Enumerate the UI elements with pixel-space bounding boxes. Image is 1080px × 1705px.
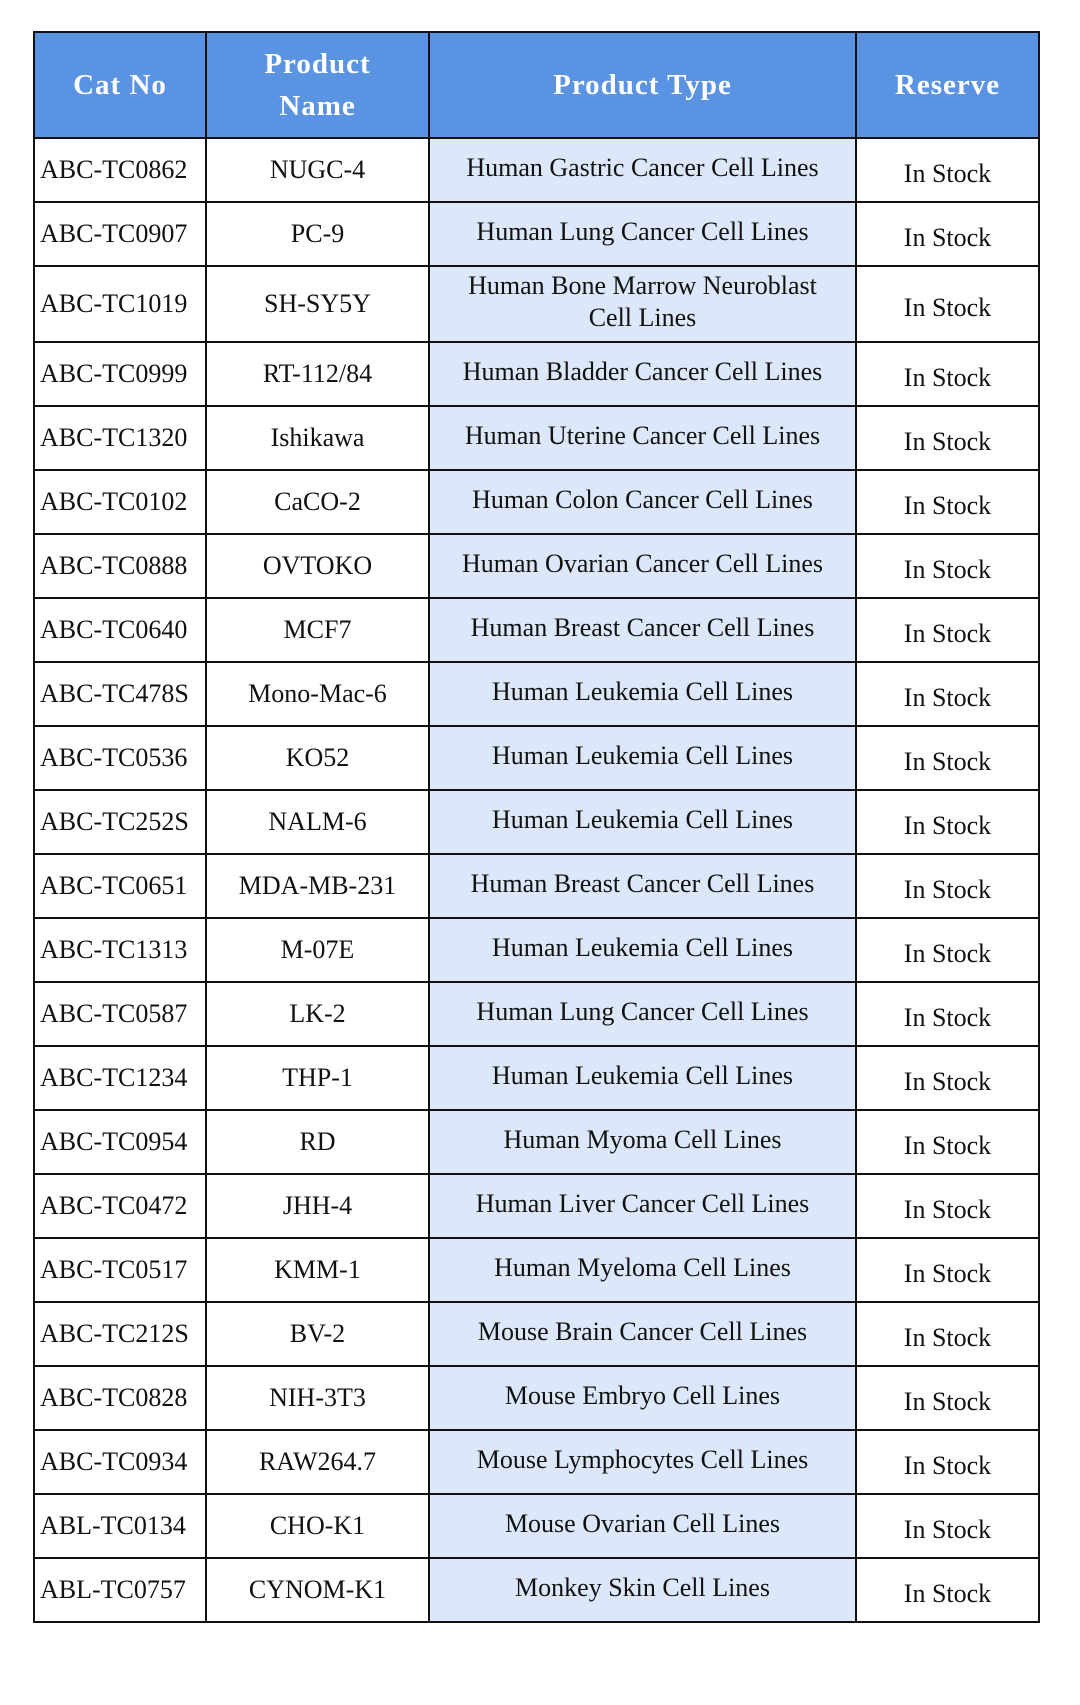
cat-no-cell: ABC-TC0862 — [34, 138, 206, 202]
product-table-container — [33, 31, 1040, 1623]
reserve-status: In Stock — [903, 490, 992, 520]
product-type-cell — [429, 1430, 856, 1494]
product-type-label: Human Breast Cancer Cell Lines — [470, 612, 815, 642]
reserve-cell — [856, 534, 1039, 598]
reserve-status: In Stock — [903, 938, 992, 968]
table-row — [34, 1366, 1039, 1430]
product-name-cell: CYNOM-K1 — [206, 1558, 429, 1622]
product-table — [33, 31, 1040, 1623]
product-type-label: Human Colon Cancer Cell Lines — [472, 484, 813, 514]
product-type-cell — [429, 854, 856, 918]
reserve-cell — [856, 342, 1039, 406]
product-name-cell: OVTOKO — [206, 534, 429, 598]
cat-no-cell: ABC-TC212S — [34, 1302, 206, 1366]
product-type-label: Human Leukemia Cell Lines — [491, 1060, 794, 1090]
product-type-cell — [429, 598, 856, 662]
product-name-cell: SH-SY5Y — [206, 266, 429, 342]
product-name-cell: NIH-3T3 — [206, 1366, 429, 1430]
cat-no-cell: ABC-TC0587 — [34, 982, 206, 1046]
product-type-label: Human Breast Cancer Cell Lines — [470, 868, 815, 898]
reserve-cell — [856, 138, 1039, 202]
reserve-cell — [856, 1110, 1039, 1174]
product-type-cell — [429, 470, 856, 534]
product-type-label: Human Bladder Cancer Cell Lines — [462, 356, 823, 386]
reserve-cell — [856, 982, 1039, 1046]
reserve-status: In Stock — [903, 426, 992, 456]
header-product-name — [206, 32, 429, 138]
table-row — [34, 1174, 1039, 1238]
product-name-cell: KO52 — [206, 726, 429, 790]
product-name-cell: Ishikawa — [206, 406, 429, 470]
reserve-cell — [856, 1366, 1039, 1430]
product-name-cell: NALM-6 — [206, 790, 429, 854]
product-name-cell: CHO-K1 — [206, 1494, 429, 1558]
product-name-cell: MCF7 — [206, 598, 429, 662]
table-row — [34, 1302, 1039, 1366]
product-name-cell: RD — [206, 1110, 429, 1174]
table-header — [34, 32, 1039, 138]
product-name-cell: MDA-MB-231 — [206, 854, 429, 918]
table-row — [34, 202, 1039, 266]
header-reserve: Reserve — [856, 32, 1039, 138]
product-type-cell — [429, 982, 856, 1046]
cat-no-cell: ABC-TC1313 — [34, 918, 206, 982]
table-row — [34, 342, 1039, 406]
product-type-cell — [429, 1366, 856, 1430]
cat-no-cell: ABC-TC0828 — [34, 1366, 206, 1430]
reserve-status: In Stock — [903, 618, 992, 648]
header-product-type: Product Type — [429, 32, 856, 138]
reserve-status: In Stock — [903, 1258, 992, 1288]
table-row — [34, 470, 1039, 534]
cat-no-cell: ABC-TC478S — [34, 662, 206, 726]
product-type-label: Mouse Brain Cancer Cell Lines — [477, 1316, 808, 1346]
table-row — [34, 406, 1039, 470]
table-row — [34, 1238, 1039, 1302]
cat-no-cell: ABC-TC0907 — [34, 202, 206, 266]
product-name-cell: PC-9 — [206, 202, 429, 266]
product-type-label: Human Liver Cancer Cell Lines — [475, 1188, 810, 1218]
cat-no-cell: ABC-TC0517 — [34, 1238, 206, 1302]
reserve-cell — [856, 598, 1039, 662]
reserve-cell — [856, 406, 1039, 470]
reserve-status: In Stock — [903, 1130, 992, 1160]
table-row — [34, 726, 1039, 790]
reserve-status: In Stock — [903, 874, 992, 904]
reserve-status: In Stock — [903, 1322, 992, 1352]
product-type-cell — [429, 202, 856, 266]
product-type-label: Human Leukemia Cell Lines — [491, 740, 794, 770]
product-type-label: Human Myoma Cell Lines — [503, 1124, 782, 1154]
product-type-cell — [429, 1110, 856, 1174]
reserve-cell — [856, 1430, 1039, 1494]
reserve-cell — [856, 1494, 1039, 1558]
product-type-cell — [429, 534, 856, 598]
product-type-cell — [429, 662, 856, 726]
product-type-label: Human Gastric Cancer Cell Lines — [466, 152, 819, 182]
table-row — [34, 1046, 1039, 1110]
reserve-cell — [856, 202, 1039, 266]
product-type-cell — [429, 790, 856, 854]
reserve-status: In Stock — [903, 362, 992, 392]
reserve-cell — [856, 1046, 1039, 1110]
table-row — [34, 1494, 1039, 1558]
reserve-cell — [856, 1302, 1039, 1366]
reserve-status: In Stock — [903, 1450, 992, 1480]
product-type-label: Mouse Embryo Cell Lines — [504, 1380, 781, 1410]
reserve-status: In Stock — [903, 810, 992, 840]
reserve-cell — [856, 266, 1039, 342]
product-type-cell — [429, 138, 856, 202]
product-name-cell: M-07E — [206, 918, 429, 982]
product-type-label: Mouse Ovarian Cell Lines — [504, 1508, 781, 1538]
cat-no-cell: ABC-TC0651 — [34, 854, 206, 918]
product-type-label: Human Myeloma Cell Lines — [494, 1252, 791, 1282]
reserve-status: In Stock — [903, 1002, 992, 1032]
cat-no-cell: ABC-TC0102 — [34, 470, 206, 534]
product-type-cell — [429, 1174, 856, 1238]
reserve-status: In Stock — [903, 222, 992, 252]
product-type-label: Monkey Skin Cell Lines — [515, 1572, 770, 1602]
product-name-cell: NUGC-4 — [206, 138, 429, 202]
product-type-cell — [429, 918, 856, 982]
product-type-cell — [429, 1046, 856, 1110]
reserve-status: In Stock — [903, 746, 992, 776]
product-type-label: Human Lung Cancer Cell Lines — [476, 996, 809, 1026]
product-type-label: Mouse Lymphocytes Cell Lines — [476, 1444, 809, 1474]
product-type-cell — [429, 1494, 856, 1558]
product-type-label: Human Leukemia Cell Lines — [491, 932, 794, 962]
product-type-label: Human Uterine Cancer Cell Lines — [464, 420, 821, 450]
reserve-cell — [856, 726, 1039, 790]
reserve-status: In Stock — [903, 292, 992, 322]
reserve-status: In Stock — [903, 554, 992, 584]
reserve-status: In Stock — [903, 1386, 992, 1416]
reserve-cell — [856, 470, 1039, 534]
product-type-cell — [429, 1238, 856, 1302]
table-row — [34, 854, 1039, 918]
product-name-cell: Mono-Mac-6 — [206, 662, 429, 726]
table-row — [34, 598, 1039, 662]
cat-no-cell: ABC-TC0999 — [34, 342, 206, 406]
reserve-cell — [856, 662, 1039, 726]
product-type-label: Human Ovarian Cancer Cell Lines — [462, 548, 823, 578]
reserve-cell — [856, 918, 1039, 982]
cat-no-cell: ABC-TC1320 — [34, 406, 206, 470]
cat-no-cell: ABC-TC1019 — [34, 266, 206, 342]
table-row — [34, 982, 1039, 1046]
table-row — [34, 1430, 1039, 1494]
product-name-cell: JHH-4 — [206, 1174, 429, 1238]
product-name-cell: KMM-1 — [206, 1238, 429, 1302]
table-row — [34, 1110, 1039, 1174]
product-name-cell: RT-112/84 — [206, 342, 429, 406]
product-name-cell: THP-1 — [206, 1046, 429, 1110]
header-product-name-label: Product Name — [264, 47, 371, 122]
cat-no-cell: ABC-TC0954 — [34, 1110, 206, 1174]
product-name-cell: BV-2 — [206, 1302, 429, 1366]
cat-no-cell: ABC-TC0472 — [34, 1174, 206, 1238]
product-type-cell — [429, 266, 856, 342]
header-row — [34, 32, 1039, 138]
reserve-status: In Stock — [903, 682, 992, 712]
reserve-cell — [856, 1174, 1039, 1238]
product-type-label: Human Leukemia Cell Lines — [491, 676, 794, 706]
header-cat-no: Cat No — [34, 32, 206, 138]
product-type-cell — [429, 406, 856, 470]
product-type-cell — [429, 726, 856, 790]
reserve-status: In Stock — [903, 158, 992, 188]
reserve-cell — [856, 1558, 1039, 1622]
table-row — [34, 138, 1039, 202]
product-name-cell: LK-2 — [206, 982, 429, 1046]
reserve-cell — [856, 790, 1039, 854]
table-row — [34, 662, 1039, 726]
cat-no-cell: ABC-TC1234 — [34, 1046, 206, 1110]
reserve-status: In Stock — [903, 1194, 992, 1224]
product-name-cell: RAW264.7 — [206, 1430, 429, 1494]
product-type-label: Human Leukemia Cell Lines — [491, 804, 794, 834]
product-type-label: Human Bone Marrow Neuroblast Cell Lines — [468, 270, 817, 332]
reserve-cell — [856, 1238, 1039, 1302]
table-row — [34, 918, 1039, 982]
table-body — [34, 138, 1039, 1622]
product-type-label: Human Lung Cancer Cell Lines — [476, 216, 809, 246]
cat-no-cell: ABL-TC0134 — [34, 1494, 206, 1558]
cat-no-cell: ABC-TC0640 — [34, 598, 206, 662]
product-type-cell — [429, 342, 856, 406]
cat-no-cell: ABC-TC0536 — [34, 726, 206, 790]
reserve-cell — [856, 854, 1039, 918]
cat-no-cell: ABC-TC0934 — [34, 1430, 206, 1494]
cat-no-cell: ABL-TC0757 — [34, 1558, 206, 1622]
cat-no-cell: ABC-TC252S — [34, 790, 206, 854]
product-type-cell — [429, 1558, 856, 1622]
table-row — [34, 266, 1039, 342]
cat-no-cell: ABC-TC0888 — [34, 534, 206, 598]
table-row — [34, 1558, 1039, 1622]
table-row — [34, 790, 1039, 854]
reserve-status: In Stock — [903, 1514, 992, 1544]
table-row — [34, 534, 1039, 598]
reserve-status: In Stock — [903, 1578, 992, 1608]
product-type-cell — [429, 1302, 856, 1366]
reserve-status: In Stock — [903, 1066, 992, 1096]
product-name-cell: CaCO-2 — [206, 470, 429, 534]
